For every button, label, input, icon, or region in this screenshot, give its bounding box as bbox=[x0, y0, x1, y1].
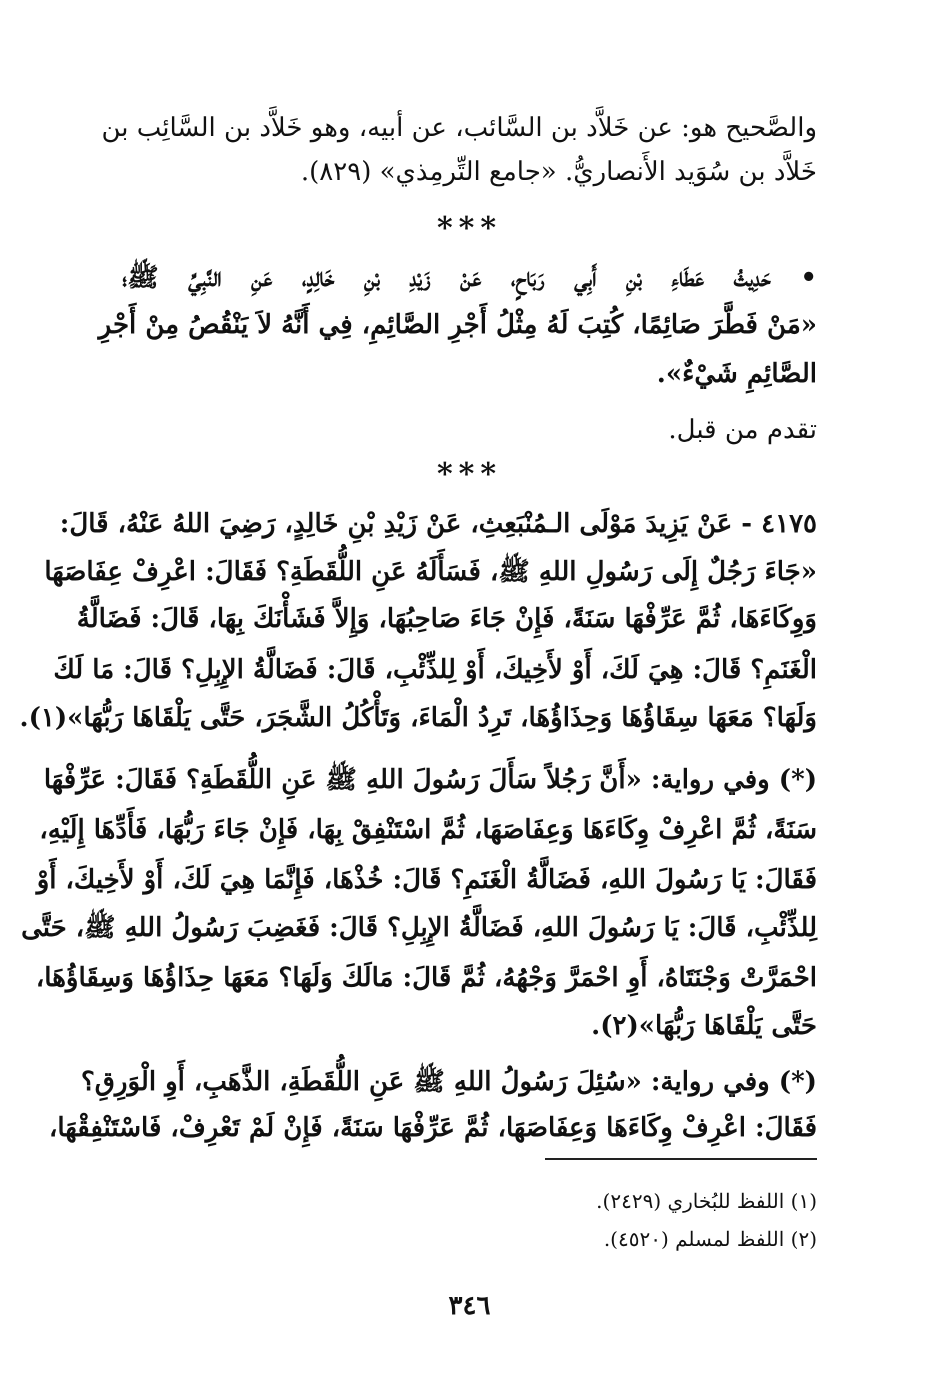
intro-line-2: خَلاَّد بن سُوَيد الأَنصاريُّ. «جامع التِّرمِذي» (٨٢٩). bbox=[300, 157, 817, 187]
hadith-4175-line-8: فَقَالَ: يَا رَسُولَ اللهِ، فَضَالَّةُ الْغَنَمِ؟ قَالَ: خُذْهَا، فَإِنَّمَا هِيَ لَكَ، أَوْ لأَخِيكَ، أَوْ bbox=[36, 865, 817, 895]
hadith-4175-line-5: وَلَهَا؟ مَعَهَا سِقَاؤُهَا وَحِذَاؤُهَا، تَرِدُ الْمَاءَ، وَتَأْكُلُ الشَّجَرَ، حَتَّى يَلْقَاهَا رَبُّهَا»(١). bbox=[19, 703, 817, 733]
footnote-rule bbox=[545, 1158, 817, 1160]
hadith-prev-line-1: • حَدِيثُ عَطَاءِ بْنِ أَبِي رَبَاحٍ، عَنْ زَيْدِ بْنِ خَالِدٍ، عَنِ النَّبِيِّ ﷺ؛ bbox=[122, 263, 817, 293]
hadith-4175-line-12: (*) وفي رواية: «سُئِلَ رَسُولُ اللهِ ﷺ عَنِ اللُّقَطَةِ، الذَّهَبِ، أَوِ الْوَرِقِ؟ bbox=[80, 1067, 817, 1097]
hadith-4175-line-9: لِلذِّئْبِ، قَالَ: يَا رَسُولَ اللهِ، فَضَالَّةُ الإِبِلِ؟ قَالَ: فَغَضِبَ رَسُولُ اللهِ ﷺ، حَتَّى bbox=[21, 913, 817, 943]
hadith-4175-line-2: «جَاءَ رَجُلٌ إِلَى رَسُولِ اللهِ ﷺ، فَسَأَلَهُ عَنِ اللُّقَطَةِ؟ فَقَالَ: اعْرِفْ عِفَاصَهَا bbox=[44, 557, 817, 587]
hadith-4175-line-6: (*) وفي رواية: «أَنَّ رَجُلاً سَأَلَ رَسُولَ اللهِ ﷺ عَنِ اللُّقَطَةِ؟ فَقَالَ: عَرِّفْهَا bbox=[43, 765, 817, 795]
hadith-4175-line-13: فَقَالَ: اعْرِفْ وِكَاءَهَا وَعِفَاصَهَا، ثُمَّ عَرِّفْهَا سَنَةً، فَإِنْ لَمْ تَعْرِفْ، فَاسْتَنْفِقْهَا، bbox=[48, 1113, 817, 1143]
section-separator: *** bbox=[436, 457, 503, 492]
hadith-4175-line-4: الْغَنَمِ؟ قَالَ: هِيَ لَكَ، أَوْ لأَخِيكَ، أَوْ لِلذِّئْبِ، قَالَ: فَضَالَّةُ الإِبِلِ؟ قَالَ: مَا لَكَ bbox=[53, 655, 817, 685]
page-number: ٣٤٦ bbox=[448, 1291, 491, 1321]
hadith-prev-line-2: «مَنْ فَطَّرَ صَائِمًا، كُتِبَ لَهُ مِثْلُ أَجْرِ الصَّائِمِ، فِي أَنَّهُ لاَ يَنْقُصُ مِنْ أَجْرِ bbox=[98, 310, 817, 340]
footnote-1: (١) اللفظ للبُخاري (٢٤٢٩). bbox=[596, 1189, 817, 1213]
hadith-prev-line-3: الصَّائِمِ شَيْءٌ». bbox=[656, 359, 817, 389]
hadith-4175-line-1: ٤١٧٥ - عَنْ يَزِيدَ مَوْلَى الـمُنْبَعِثِ، عَنْ زَيْدِ بْنِ خَالِدٍ، رَضِيَ اللهُ عَنْهُ، قَالَ: bbox=[59, 509, 817, 539]
intro-line-1: والصَّحيح هو: عن خَلاَّد بن السَّائب، عن أبيه، وهو خَلاَّد بن السَّائِب بن bbox=[101, 113, 817, 143]
hadith-4175-line-7: سَنَةً، ثُمَّ اعْرِفْ وِكَاءَهَا وَعِفَاصَهَا، ثُمَّ اسْتَنْفِقْ بِهَا، فَإِنْ جَاءَ رَبُّهَا، فَأَدِّهَا إِلَيْهِ، bbox=[39, 815, 817, 845]
hadith-4175-line-3: وَوِكَاءَهَا، ثُمَّ عَرِّفْهَا سَنَةً، فَإِنْ جَاءَ صَاحِبُهَا، وَإِلاَّ فَشَأْنَكَ بِهَا، قَالَ: فَضَالَّةُ bbox=[76, 604, 817, 634]
section-separator: *** bbox=[436, 211, 503, 246]
hadith-prev-note: تقدم من قبل. bbox=[668, 415, 817, 445]
footnote-2: (٢) اللفظ لمسلم (٤٥٢٠). bbox=[603, 1227, 817, 1251]
hadith-4175-line-10: احْمَرَّتْ وَجْنَتَاهُ، أَوِ احْمَرَّ وَجْهُهُ، ثُمَّ قَالَ: مَالَكَ وَلَهَا؟ مَعَهَا حِذَاؤُهَا وَسِقَاؤُهَا، bbox=[35, 963, 817, 993]
hadith-4175-line-11: حَتَّى يَلْقَاهَا رَبُّهَا»(٢). bbox=[591, 1011, 817, 1041]
